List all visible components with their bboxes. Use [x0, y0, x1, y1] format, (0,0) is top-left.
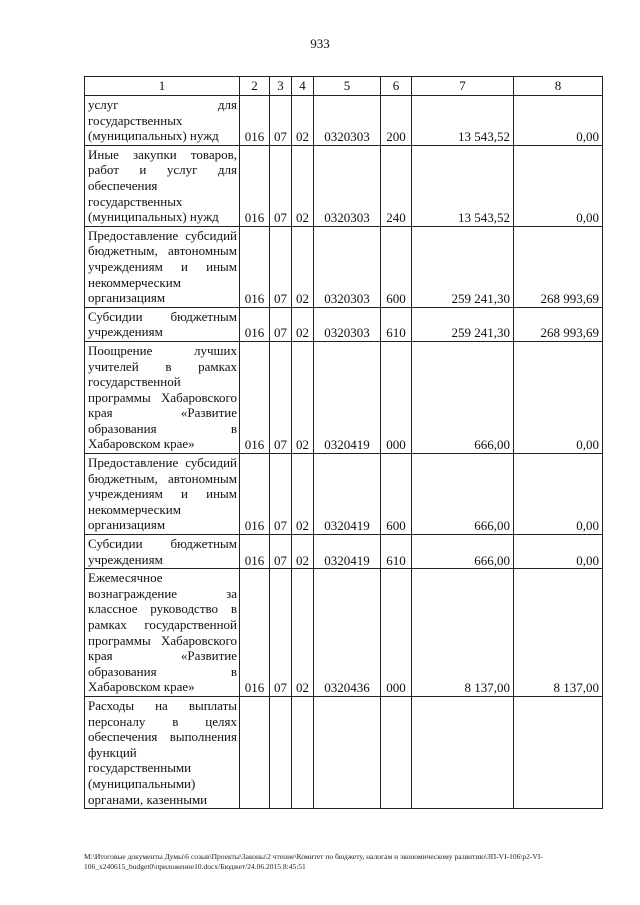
cell-ministry: 016 [240, 341, 270, 453]
cell-amount-1: 666,00 [412, 454, 514, 535]
budget-table [84, 76, 603, 809]
cell-section: 07 [270, 226, 292, 307]
cell-expense-type: 610 [381, 307, 412, 341]
cell-section: 07 [270, 341, 292, 453]
row-name: Поощрение лучших учителей в рамках государственной программы Хабаровского края «Развитие образования в Хабаровском крае» [85, 341, 240, 453]
footer-path-line: M:\Итоговые документы Думы\6 созыв\Проекты\Законы\2 чтение\Комитет по бюджету, налогам и экономическому развитию\ЗП-VI-106\p2-VI- [84, 852, 543, 861]
cell-amount-1 [412, 696, 514, 808]
cell-subsection: 02 [292, 569, 314, 697]
cell-amount-1: 259 241,30 [412, 226, 514, 307]
cell-amount-2: 0,00 [514, 145, 603, 226]
table-row [85, 341, 603, 453]
cell-expense-type: 000 [381, 569, 412, 697]
cell-expense-type: 600 [381, 454, 412, 535]
header-cell: 7 [412, 77, 514, 96]
cell-amount-2: 0,00 [514, 96, 603, 146]
cell-target-article: 0320303 [314, 145, 381, 226]
cell-ministry: 016 [240, 535, 270, 569]
cell-subsection: 02 [292, 341, 314, 453]
cell-amount-2: 268 993,69 [514, 307, 603, 341]
header-row [85, 77, 603, 96]
header-cell: 2 [240, 77, 270, 96]
table-row [85, 226, 603, 307]
row-name: Предоставление субсидий бюджетным, автономным учреждениям и иным некоммерческим организациям [85, 454, 240, 535]
cell-section: 07 [270, 307, 292, 341]
cell-section: 07 [270, 569, 292, 697]
header-cell: 8 [514, 77, 603, 96]
cell-target-article: 0320419 [314, 535, 381, 569]
cell-subsection [292, 696, 314, 808]
cell-amount-2: 0,00 [514, 535, 603, 569]
cell-section [270, 696, 292, 808]
cell-target-article: 0320419 [314, 341, 381, 453]
cell-ministry: 016 [240, 307, 270, 341]
cell-expense-type: 610 [381, 535, 412, 569]
cell-subsection: 02 [292, 226, 314, 307]
cell-ministry: 016 [240, 145, 270, 226]
cell-amount-1: 259 241,30 [412, 307, 514, 341]
cell-subsection: 02 [292, 96, 314, 146]
cell-ministry: 016 [240, 226, 270, 307]
header-cell: 4 [292, 77, 314, 96]
cell-subsection: 02 [292, 535, 314, 569]
cell-target-article: 0320419 [314, 454, 381, 535]
cell-amount-2: 268 993,69 [514, 226, 603, 307]
table-row [85, 145, 603, 226]
cell-amount-1: 666,00 [412, 535, 514, 569]
cell-subsection: 02 [292, 454, 314, 535]
cell-section: 07 [270, 96, 292, 146]
cell-ministry: 016 [240, 454, 270, 535]
page-number: 933 [310, 36, 330, 51]
cell-ministry [240, 696, 270, 808]
cell-ministry: 016 [240, 569, 270, 697]
footer-path-line: 106_x240615_budget0\приложение10.docx/Бюджет/24.06.2015 8:45:51 [84, 862, 306, 871]
row-name: услуг для государственных (муниципальных) нужд [85, 96, 240, 146]
header-cell: 1 [85, 77, 240, 96]
row-name: Субсидии бюджетным учреждениям [85, 307, 240, 341]
row-name: Иные закупки товаров, работ и услуг для обеспечения государственных (муниципальных) нужд [85, 145, 240, 226]
table-row [85, 535, 603, 569]
cell-target-article [314, 696, 381, 808]
cell-target-article: 0320436 [314, 569, 381, 697]
cell-expense-type: 600 [381, 226, 412, 307]
cell-expense-type: 240 [381, 145, 412, 226]
cell-target-article: 0320303 [314, 226, 381, 307]
cell-expense-type: 200 [381, 96, 412, 146]
table-row [85, 96, 603, 146]
cell-amount-1: 13 543,52 [412, 145, 514, 226]
cell-expense-type [381, 696, 412, 808]
row-name: Ежемесячное вознаграждение за классное руководство в рамках государственной программы Хабаровского края «Развитие образования в Хабаровском крае» [85, 569, 240, 697]
cell-target-article: 0320303 [314, 96, 381, 146]
header-cell: 6 [381, 77, 412, 96]
file-path-footer [84, 852, 612, 872]
cell-section: 07 [270, 145, 292, 226]
cell-amount-2: 0,00 [514, 454, 603, 535]
table-row [85, 307, 603, 341]
cell-amount-2: 8 137,00 [514, 569, 603, 697]
row-name: Субсидии бюджетным учреждениям [85, 535, 240, 569]
cell-amount-2: 0,00 [514, 341, 603, 453]
header-cell: 3 [270, 77, 292, 96]
cell-expense-type: 000 [381, 341, 412, 453]
cell-section: 07 [270, 454, 292, 535]
cell-amount-1: 666,00 [412, 341, 514, 453]
table-row [85, 569, 603, 697]
row-name: Расходы на выплаты персоналу в целях обеспечения выполнения функций государственными (муниципальными) органами, казенными [85, 696, 240, 808]
cell-section: 07 [270, 535, 292, 569]
cell-amount-1: 13 543,52 [412, 96, 514, 146]
cell-ministry: 016 [240, 96, 270, 146]
row-name: Предоставление субсидий бюджетным, автономным учреждениям и иным некоммерческим организациям [85, 226, 240, 307]
header-cell: 5 [314, 77, 381, 96]
cell-amount-1: 8 137,00 [412, 569, 514, 697]
table-row [85, 696, 603, 808]
cell-target-article: 0320303 [314, 307, 381, 341]
cell-amount-2 [514, 696, 603, 808]
cell-subsection: 02 [292, 307, 314, 341]
table-row [85, 454, 603, 535]
cell-subsection: 02 [292, 145, 314, 226]
